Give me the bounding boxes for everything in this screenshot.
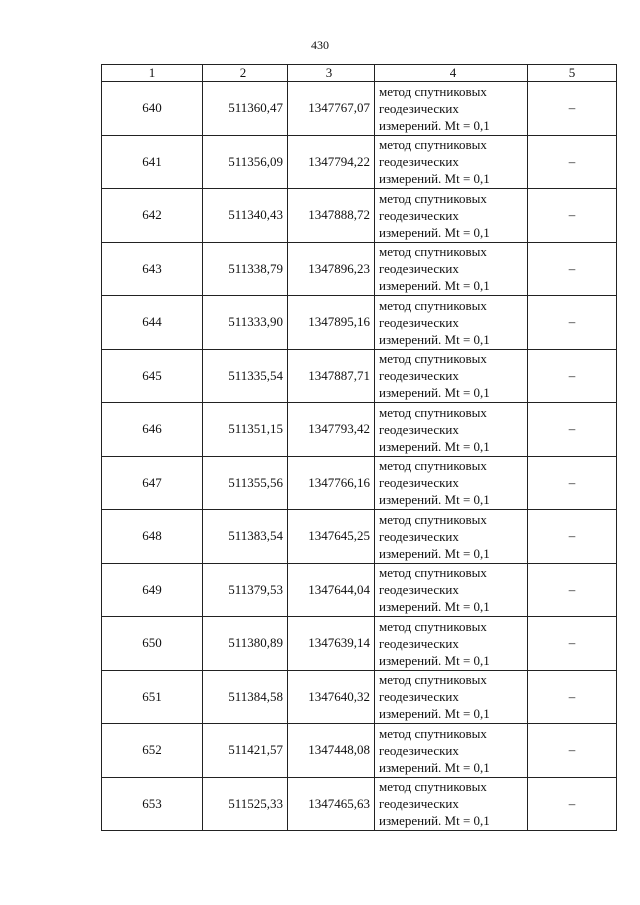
method-line: метод спутниковых [379,672,487,688]
method-cell [375,242,528,296]
method-cell [375,189,528,243]
x-coordinate-cell: 511355,56 [203,456,288,510]
coordinates-table [101,64,617,831]
method-line: метод спутниковых [379,244,487,260]
table-row [102,456,617,510]
table-row [102,724,617,778]
method-line: измерений. Mt = 0,1 [379,599,490,615]
method-line: геодезических [379,261,459,277]
method-line: геодезических [379,796,459,812]
x-coordinate-cell: 511379,53 [203,563,288,617]
method-line: метод спутниковых [379,511,487,527]
point-number-cell: 642 [102,189,203,243]
table-row [102,403,617,457]
point-number-cell: 648 [102,510,203,564]
table-header-row [102,65,617,82]
method-line: метод спутниковых [379,565,487,581]
point-number-cell: 640 [102,82,203,136]
method-line: метод спутниковых [379,351,487,367]
note-cell: – [528,777,617,831]
method-line: геодезических [379,528,459,544]
method-line: измерений. Mt = 0,1 [379,492,490,508]
method-line: геодезических [379,154,459,170]
x-coordinate-cell: 511525,33 [203,777,288,831]
method-cell [375,563,528,617]
method-line: метод спутниковых [379,297,487,313]
y-coordinate-cell: 1347645,25 [288,510,375,564]
method-line: измерений. Mt = 0,1 [379,438,490,454]
method-line: метод спутниковых [379,404,487,420]
note-cell: – [528,242,617,296]
point-number-cell: 641 [102,135,203,189]
method-line: метод спутниковых [379,190,487,206]
x-coordinate-cell: 511338,79 [203,242,288,296]
column-header-3: 3 [288,65,375,82]
x-coordinate-cell: 511333,90 [203,296,288,350]
method-cell [375,135,528,189]
y-coordinate-cell: 1347448,08 [288,724,375,778]
table-row [102,189,617,243]
note-cell: – [528,617,617,671]
y-coordinate-cell: 1347887,71 [288,349,375,403]
table-row [102,349,617,403]
method-line: измерений. Mt = 0,1 [379,545,490,561]
y-coordinate-cell: 1347766,16 [288,456,375,510]
note-cell: – [528,456,617,510]
method-line: метод спутниковых [379,618,487,634]
point-number-cell: 650 [102,617,203,671]
method-line: измерений. Mt = 0,1 [379,224,490,240]
table-body [102,82,617,831]
method-cell [375,349,528,403]
note-cell: – [528,135,617,189]
x-coordinate-cell: 511380,89 [203,617,288,671]
point-number-cell: 653 [102,777,203,831]
y-coordinate-cell: 1347895,16 [288,296,375,350]
x-coordinate-cell: 511384,58 [203,670,288,724]
method-line: измерений. Mt = 0,1 [379,652,490,668]
y-coordinate-cell: 1347767,07 [288,82,375,136]
x-coordinate-cell: 511335,54 [203,349,288,403]
column-header-2: 2 [203,65,288,82]
point-number-cell: 646 [102,403,203,457]
method-line: измерений. Mt = 0,1 [379,331,490,347]
table-row [102,296,617,350]
table-row [102,82,617,136]
table-row [102,242,617,296]
x-coordinate-cell: 511421,57 [203,724,288,778]
note-cell: – [528,724,617,778]
method-line: измерений. Mt = 0,1 [379,171,490,187]
method-line: метод спутниковых [379,725,487,741]
method-cell [375,777,528,831]
point-number-cell: 652 [102,724,203,778]
table-row [102,135,617,189]
method-line: метод спутниковых [379,137,487,153]
point-number-cell: 645 [102,349,203,403]
method-cell [375,456,528,510]
note-cell: – [528,563,617,617]
method-line: измерений. Mt = 0,1 [379,759,490,775]
y-coordinate-cell: 1347644,04 [288,563,375,617]
y-coordinate-cell: 1347896,23 [288,242,375,296]
y-coordinate-cell: 1347794,22 [288,135,375,189]
method-line: геодезических [379,421,459,437]
y-coordinate-cell: 1347465,63 [288,777,375,831]
method-cell [375,82,528,136]
method-cell [375,510,528,564]
method-line: геодезических [379,475,459,491]
table-row [102,563,617,617]
method-line: геодезических [379,635,459,651]
note-cell: – [528,82,617,136]
note-cell: – [528,296,617,350]
note-cell: – [528,510,617,564]
note-cell: – [528,403,617,457]
method-line: геодезических [379,689,459,705]
x-coordinate-cell: 511383,54 [203,510,288,564]
method-line: метод спутниковых [379,779,487,795]
method-cell [375,724,528,778]
table-row [102,670,617,724]
point-number-cell: 649 [102,563,203,617]
method-line: измерений. Mt = 0,1 [379,117,490,133]
method-line: измерений. Mt = 0,1 [379,813,490,829]
point-number-cell: 651 [102,670,203,724]
point-number-cell: 643 [102,242,203,296]
point-number-cell: 647 [102,456,203,510]
method-line: геодезических [379,368,459,384]
y-coordinate-cell: 1347793,42 [288,403,375,457]
y-coordinate-cell: 1347888,72 [288,189,375,243]
method-line: измерений. Mt = 0,1 [379,385,490,401]
note-cell: – [528,189,617,243]
table-row [102,510,617,564]
method-cell [375,296,528,350]
method-line: геодезических [379,742,459,758]
note-cell: – [528,670,617,724]
method-line: геодезических [379,100,459,116]
y-coordinate-cell: 1347639,14 [288,617,375,671]
method-line: метод спутниковых [379,458,487,474]
point-number-cell: 644 [102,296,203,350]
method-line: измерений. Mt = 0,1 [379,706,490,722]
method-line: измерений. Mt = 0,1 [379,278,490,294]
table-row [102,617,617,671]
column-header-5: 5 [528,65,617,82]
x-coordinate-cell: 511340,43 [203,189,288,243]
table-row [102,777,617,831]
method-cell [375,670,528,724]
x-coordinate-cell: 511360,47 [203,82,288,136]
method-line: геодезических [379,582,459,598]
method-line: геодезических [379,207,459,223]
note-cell: – [528,349,617,403]
method-line: геодезических [379,314,459,330]
column-header-4: 4 [375,65,528,82]
x-coordinate-cell: 511356,09 [203,135,288,189]
method-cell [375,403,528,457]
x-coordinate-cell: 511351,15 [203,403,288,457]
method-cell [375,617,528,671]
column-header-1: 1 [102,65,203,82]
y-coordinate-cell: 1347640,32 [288,670,375,724]
method-line: метод спутниковых [379,83,487,99]
page-number: 430 [311,38,329,52]
